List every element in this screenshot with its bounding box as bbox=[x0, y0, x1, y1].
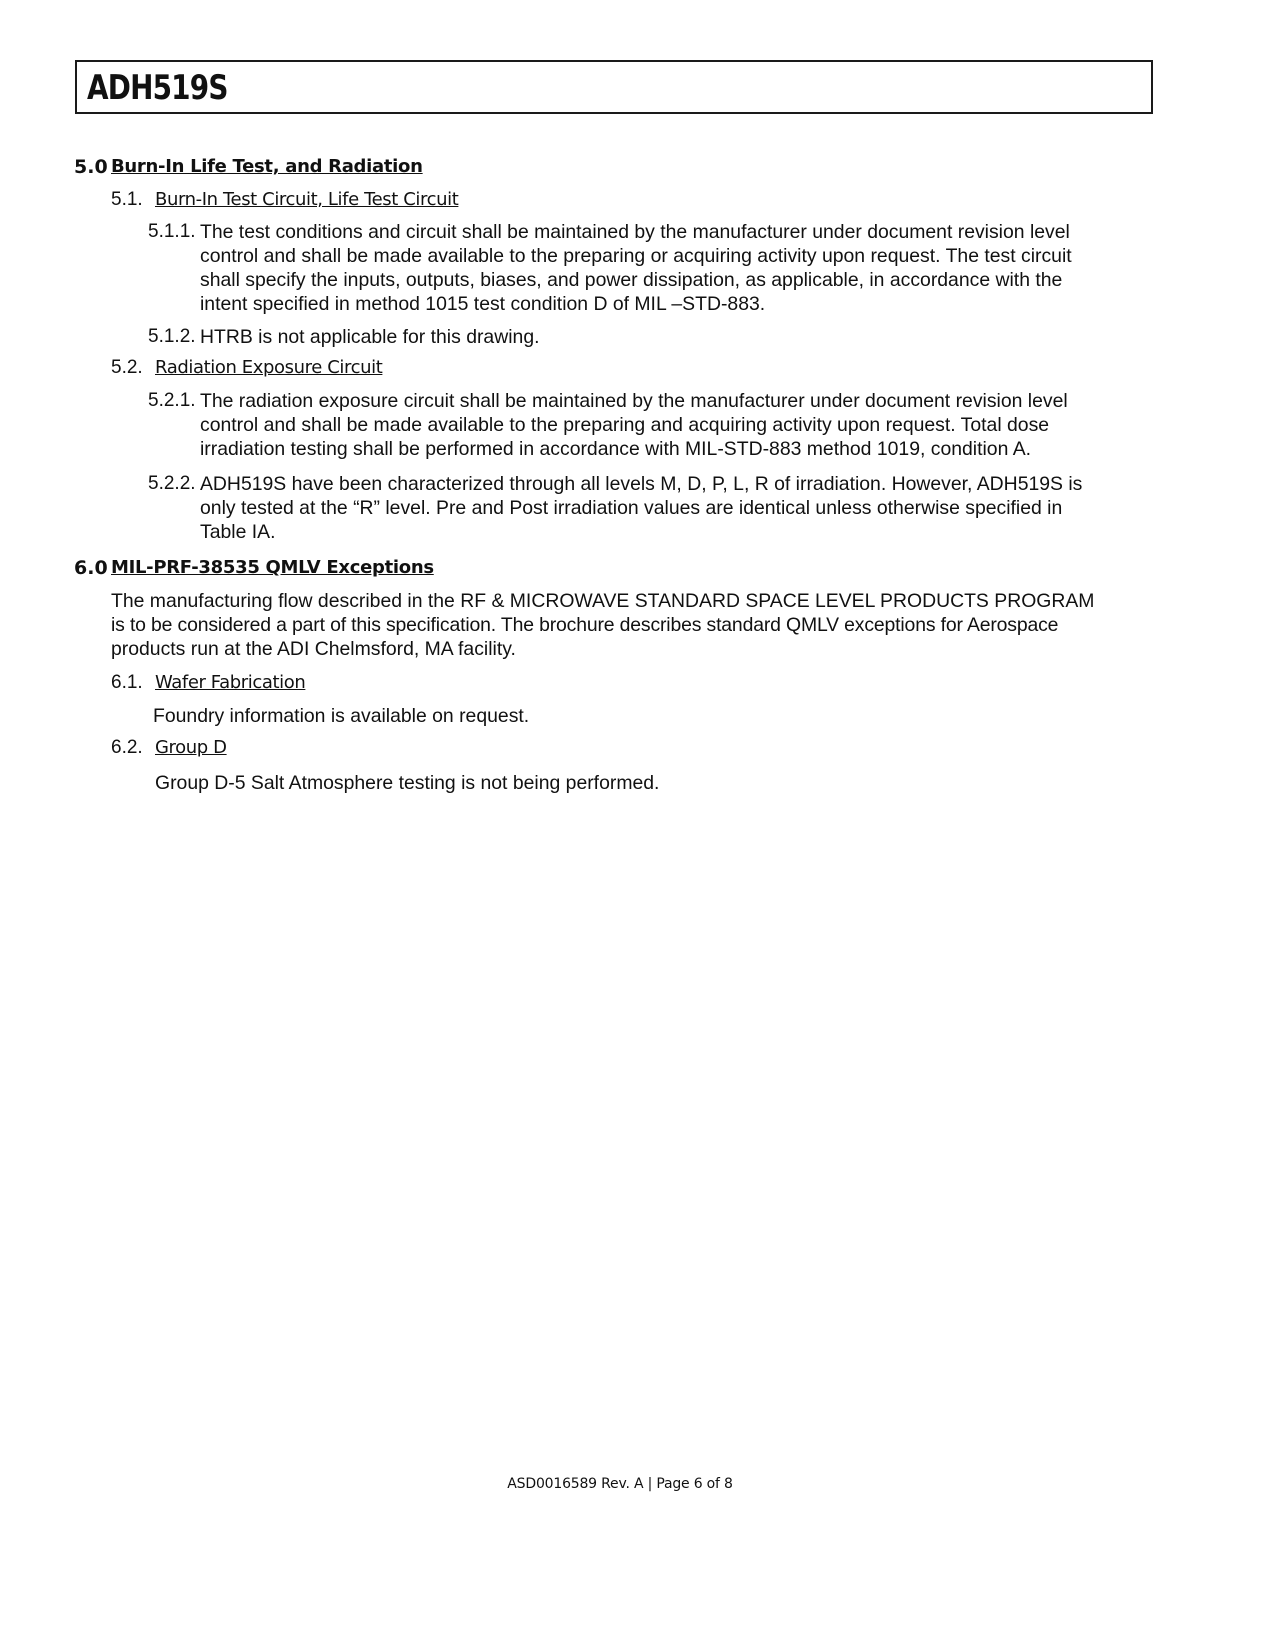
item-5-1-1-line-4: intent specified in method 1015 test condition D of MIL –STD-883. bbox=[200, 293, 766, 315]
section-6-intro-line-1: The manufacturing flow described in the RF & MICROWAVE STANDARD SPACE LEVEL PRODUCTS PROGRAM bbox=[111, 590, 1095, 612]
header-box bbox=[75, 60, 1153, 114]
item-5-1-1-line-3: shall specify the inputs, outputs, biases, and power dissipation, as applicable, in accordance with the bbox=[200, 269, 1063, 291]
document-title: ADH519S bbox=[87, 68, 228, 108]
item-5-2-1-line-2: control and shall be made available to the preparing and acquiring activity upon request. Total dose bbox=[200, 414, 1050, 436]
item-5-2-2-number: 5.2.2. bbox=[148, 473, 196, 494]
subsection-5-1-title: Burn-In Test Circuit, Life Test Circuit bbox=[155, 189, 459, 210]
item-5-2-2-line-2: only tested at the “R” level. Pre and Post irradiation values are identical unless otherwise specified in bbox=[200, 497, 1063, 519]
subsection-6-2-title: Group D bbox=[155, 737, 227, 758]
subsection-6-2-text: Group D-5 Salt Atmosphere testing is not being performed. bbox=[155, 772, 660, 794]
subsection-5-2-number: 5.2. bbox=[111, 357, 143, 378]
subsection-5-2-title: Radiation Exposure Circuit bbox=[155, 357, 383, 378]
item-5-1-1-text bbox=[200, 220, 1072, 316]
subsection-6-1-title: Wafer Fabrication bbox=[155, 672, 306, 693]
section-6-title: MIL-PRF-38535 QMLV Exceptions bbox=[111, 557, 434, 578]
section-6-intro bbox=[111, 589, 1094, 661]
item-5-1-2-text bbox=[200, 325, 540, 349]
item-5-2-2-line-1: ADH519S have been characterized through all levels M, D, P, L, R of irradiation. However, ADH519S is bbox=[200, 473, 1083, 495]
section-6-intro-line-3: products run at the ADI Chelmsford, MA facility. bbox=[111, 638, 516, 660]
section-5-number: 5.0 bbox=[74, 156, 108, 178]
section-6-intro-line-2: is to be considered a part of this specification. The brochure describes standard QMLV exceptions for Aerospace bbox=[111, 614, 1059, 636]
item-5-2-2-line-3: Table IA. bbox=[200, 521, 276, 543]
page-footer: ASD0016589 Rev. A | Page 6 of 8 bbox=[507, 1476, 733, 1492]
section-6-number: 6.0 bbox=[74, 557, 108, 579]
subsection-6-2-number: 6.2. bbox=[111, 737, 143, 758]
item-5-2-1-line-3: irradiation testing shall be performed in accordance with MIL-STD-883 method 1019, condition A. bbox=[200, 438, 1032, 460]
item-5-1-1-line-2: control and shall be made available to the preparing or acquiring activity upon request. The test circuit bbox=[200, 245, 1072, 267]
item-5-1-1-line-1: The test conditions and circuit shall be maintained by the manufacturer under document revision level bbox=[200, 221, 1070, 243]
subsection-6-1-number: 6.1. bbox=[111, 672, 143, 693]
item-5-2-1-line-1: The radiation exposure circuit shall be maintained by the manufacturer under document revision level bbox=[200, 390, 1068, 412]
subsection-6-1-text: Foundry information is available on request. bbox=[153, 705, 530, 727]
subsection-5-1-number: 5.1. bbox=[111, 189, 143, 210]
item-5-2-1-text bbox=[200, 389, 1068, 461]
item-5-1-1-number: 5.1.1. bbox=[148, 221, 196, 242]
item-5-1-2-line-1: HTRB is not applicable for this drawing. bbox=[200, 326, 540, 348]
item-5-1-2-number: 5.1.2. bbox=[148, 326, 196, 347]
item-5-2-1-number: 5.2.1. bbox=[148, 390, 196, 411]
section-5-title: Burn-In Life Test, and Radiation bbox=[111, 156, 423, 177]
item-5-2-2-text bbox=[200, 472, 1082, 544]
